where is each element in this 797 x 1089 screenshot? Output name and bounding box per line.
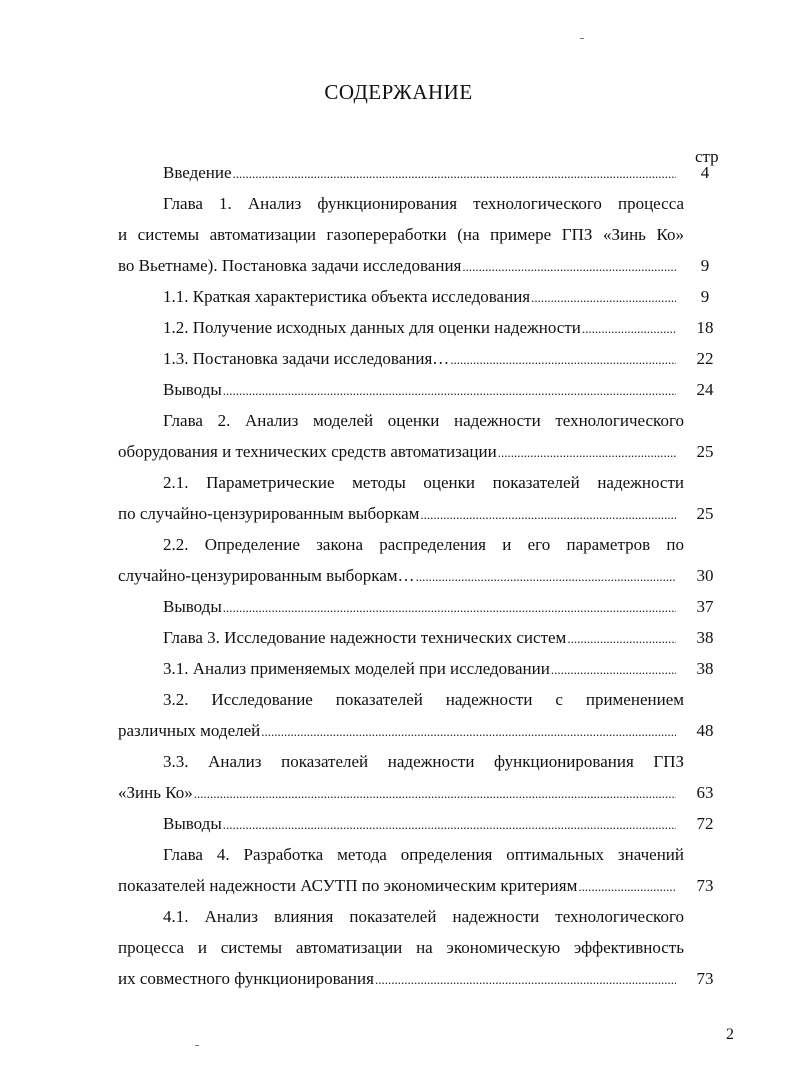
toc-page-number: 25 <box>696 504 714 523</box>
toc-page-number: 9 <box>700 287 710 306</box>
toc-entry-line <box>163 839 684 870</box>
toc-page-number: 30 <box>696 566 714 585</box>
toc-entry-line <box>163 746 684 777</box>
toc-entry-text: 2.1. Параметрические методы оценки показателей надежности <box>163 473 684 492</box>
toc-entry-text: их совместного функционирования <box>118 969 374 988</box>
toc-entry-text: Введение <box>163 163 232 182</box>
toc-entry-line <box>163 188 684 219</box>
toc-entry-text: оборудования и технических средств автоматизации <box>118 442 497 461</box>
toc-page-number: 22 <box>696 349 714 368</box>
toc-entry-text: Выводы <box>163 814 222 833</box>
toc-entry-line <box>163 529 684 560</box>
toc-entry-text: во Вьетнаме). Постановка задачи исследования <box>118 256 462 275</box>
toc-entry-text: 3.3. Анализ показателей надежности функционирования ГПЗ <box>163 752 684 771</box>
toc-entry-text: 1.3. Постановка задачи исследования… <box>163 349 450 368</box>
dot-leader <box>223 809 676 840</box>
toc-entry-line <box>118 560 676 591</box>
toc-entry-line <box>118 250 676 281</box>
dot-leader <box>531 282 676 313</box>
dot-leader <box>582 313 676 344</box>
page-column-label: стр <box>695 147 719 166</box>
toc-entry-text: процесса и системы автоматизации на экономическую эффективность <box>118 938 684 957</box>
toc-page-number: 4 <box>700 163 710 182</box>
dot-leader <box>223 592 676 623</box>
toc-page-number: 72 <box>696 814 714 833</box>
dot-leader <box>567 623 676 654</box>
dot-leader <box>223 375 676 406</box>
dot-leader <box>233 158 676 189</box>
toc-page-number: 48 <box>696 721 714 740</box>
toc-entry-line <box>163 405 684 436</box>
toc-entry-line <box>163 684 684 715</box>
dot-leader <box>420 499 676 530</box>
toc-entry-text: 4.1. Анализ влияния показателей надежности технологического <box>163 907 684 926</box>
toc-entry-text: 3.2. Исследование показателей надежности с применением <box>163 690 684 709</box>
toc-entry-line <box>163 622 676 653</box>
dot-leader <box>416 561 676 592</box>
toc-entry-text: случайно-цензурированным выборкам… <box>118 566 415 585</box>
toc-entry-line <box>118 777 676 808</box>
toc-entry-text: Выводы <box>163 380 222 399</box>
toc-entry-text: 3.1. Анализ применяемых моделей при исследовании <box>163 659 550 678</box>
toc-page-number: 63 <box>696 783 714 802</box>
toc-entry-line <box>163 808 676 839</box>
toc-entry-line <box>163 157 676 188</box>
toc-entry-line <box>163 343 676 374</box>
toc-entry-line <box>163 281 676 312</box>
toc-entry-text: Выводы <box>163 597 222 616</box>
toc-page-number: 25 <box>696 442 714 461</box>
toc-entry-line <box>118 498 676 529</box>
toc-entry-line <box>118 436 676 467</box>
toc-entry-line <box>118 932 684 963</box>
toc-entry-line <box>118 963 676 994</box>
toc-page-number: 24 <box>696 380 714 399</box>
dot-leader <box>375 964 676 995</box>
toc-entry-line <box>118 219 684 250</box>
toc-entry-line <box>163 374 676 405</box>
toc-page-number: 9 <box>700 256 710 275</box>
dot-leader <box>462 251 676 282</box>
toc-page-number: 37 <box>696 597 714 616</box>
dot-leader <box>551 654 676 685</box>
toc-entry-text: показателей надежности АСУТП по экономическим критериям <box>118 876 578 895</box>
toc-entry-text: различных моделей <box>118 721 261 740</box>
toc-entry-line <box>163 312 676 343</box>
toc-entry-text: «Зинь Ко» <box>118 783 193 802</box>
toc-page-number: 38 <box>696 628 714 647</box>
toc-entry-line <box>118 715 676 746</box>
toc-entry-line <box>163 467 684 498</box>
toc-entry-text: Глава 1. Анализ функционирования технологического процесса <box>163 194 684 213</box>
page-number: 2 <box>726 1026 734 1043</box>
toc-entry-text: по случайно-цензурированным выборкам <box>118 504 420 523</box>
scan-speck <box>580 38 584 39</box>
toc-page-number: 73 <box>696 876 714 895</box>
dot-leader <box>194 778 676 809</box>
page-title: СОДЕРЖАНИЕ <box>324 80 473 104</box>
toc-page-number: 73 <box>696 969 714 988</box>
toc-page-number: 38 <box>696 659 714 678</box>
toc-entry-text: Глава 2. Анализ моделей оценки надежности технологического <box>163 411 684 430</box>
dot-leader <box>450 344 676 375</box>
toc-entry-line <box>163 591 676 622</box>
toc-entry-text: Глава 4. Разработка метода определения оптимальных значений <box>163 845 684 864</box>
toc-entry-text: 1.2. Получение исходных данных для оценки надежности <box>163 318 581 337</box>
scan-speck <box>195 1045 199 1046</box>
toc-entry-text: 1.1. Краткая характеристика объекта исследования <box>163 287 531 306</box>
toc-entry-line <box>118 870 676 901</box>
toc-entry-line <box>163 653 676 684</box>
dot-leader <box>261 716 676 747</box>
toc-page-number: 18 <box>696 318 714 337</box>
toc-entry-text: Глава 3. Исследование надежности технических систем <box>163 628 567 647</box>
dot-leader <box>578 871 676 902</box>
dot-leader <box>498 437 676 468</box>
toc-entry-line <box>163 901 684 932</box>
toc-entry-text: и системы автоматизации газопереработки (на примере ГПЗ «Зинь Ко» <box>118 225 684 244</box>
toc-entry-text: 2.2. Определение закона распределения и его параметров по <box>163 535 684 554</box>
